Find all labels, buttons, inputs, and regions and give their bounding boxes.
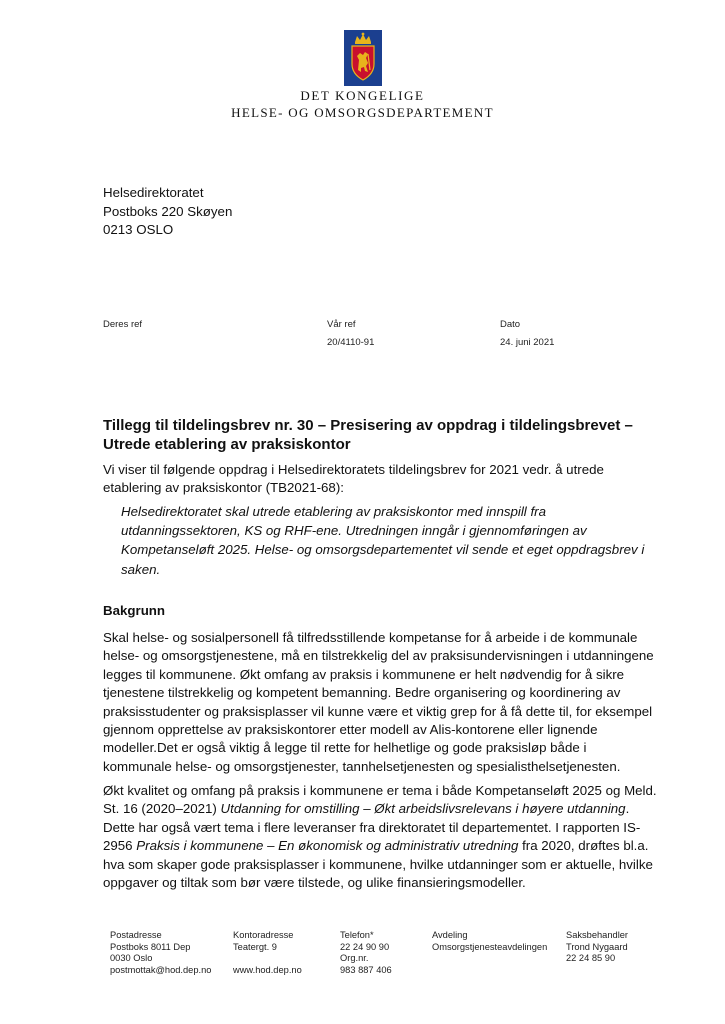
footer-telefon-number: 22 24 90 90	[340, 941, 390, 952]
footer-avdeling	[432, 930, 547, 953]
deres-ref-label: Deres ref	[103, 319, 143, 330]
footer-orgnr-label: Org.nr.	[340, 953, 369, 964]
department-name-line1: DET KONGELIGE	[300, 88, 425, 103]
footer-telefon-label: Telefon*	[340, 930, 374, 940]
report-title-meld-st: Utdanning for omstilling – Økt arbeidslivsrelevans i høyere utdanning	[220, 801, 626, 817]
var-ref-value: 20/4110-91	[327, 337, 375, 348]
footer-postadresse-line1: Postboks 8011 Dep	[110, 941, 191, 952]
background-paragraph-1: Skal helse- og sosialpersonell få tilfredsstillende kompetanse for å arbeide i de kommunale helse- og omsorgstjenestene, må en tilstrekkelig del av praksisundervisningen i utdanningene legges til kommunene. Økt omfang av praksis i kommunene er helt nødvendig for å sikre tjenestene tilstrekkelig og kompetent bemanning. Bedre organisering og koordinering av praksisstudenter og praksisplasser vil kunne være et viktig grep for å få dette til, for eksempel gjennom opprettelse av praksiskontorer etter modell av Alis-kontorene eller lignende modeller.Det er også viktig å legge til rette for helhetlige og gode praksisløp både i kommunale helse- og omsorgstjenester, tannhelsetjenesten og spesialisthelsetjenesten.	[103, 630, 654, 774]
footer-saksbehandler	[566, 930, 628, 965]
footer-avdeling-label: Avdeling	[432, 930, 468, 940]
footer-telefon	[340, 930, 392, 976]
para2-text-c: . Dette har også vært tema i flere leveranser fra direktoratet til departementet. I rapporten IS-2956	[103, 801, 641, 854]
report-title-is-2956: Praksis i kommunene – En økonomisk og administrativ utredning	[136, 838, 519, 854]
var-ref-label: Vår ref	[327, 319, 356, 330]
recipient-street: Postboks 220 Skøyen	[103, 203, 233, 219]
background-heading: Bakgrunn	[103, 603, 166, 618]
para2-text-a: Økt kvalitet og omfang på praksis i kommunene er tema i både Kompetanseløft 2025 og Meld. St. 16 (2020–2021)	[103, 783, 657, 817]
department-name-line2: HELSE- OG OMSORGSDEPARTEMENT	[231, 105, 494, 120]
recipient-name: Helsedirektoratet	[103, 185, 204, 200]
footer-email[interactable]: postmottak@hod.dep.no	[110, 964, 212, 975]
intro-paragraph: Vi viser til følgende oppdrag i Helsedirektoratets tildelingsbrev for 2021 vedr. å utrede etablering av praksiskontor (TB2021-68):	[103, 462, 604, 496]
footer-saksbehandler-label: Saksbehandler	[566, 930, 629, 940]
footer-saksbehandler-phone: 22 24 85 90	[566, 953, 616, 964]
footer-orgnr-value: 983 887 406	[340, 964, 392, 975]
footer-postadresse-label: Postadresse	[110, 930, 162, 940]
para2-text-e: fra 2020, drøftes bl.a. hva som skaper gode praksisplasser i kommunene, hvilke utdanninger som er aktuelle, hvilke oppgaver og tiltak som bør være tilstede, og ulike finansieringsmodeller.	[103, 838, 653, 891]
footer-website[interactable]: www.hod.dep.no	[233, 964, 302, 975]
assignment-quote: Helsedirektoratet skal utrede etablering av praksiskontor med innspill fra utdanningssektoren, KS og RHF-ene. Utredningen inngår i gjennomføringen av Kompetanseløft 2025. Helse- og omsorgsdepartementet vil sende et eget oppdragsbrev i saken.	[121, 504, 645, 577]
footer-postadresse-line2: 0030 Oslo	[110, 953, 153, 964]
date-value: 24. juni 2021	[500, 337, 555, 348]
recipient-address	[103, 184, 232, 240]
letter-title: Tillegg til tildelingsbrev nr. 30 – Presisering av oppdrag i tildelingsbrevet – Utrede etablering av praksiskontor	[103, 417, 633, 453]
footer-kontoradresse-label: Kontoradresse	[233, 930, 294, 940]
letterhead	[0, 30, 725, 121]
footer-kontoradresse-line1: Teatergt. 9	[233, 941, 277, 952]
recipient-postal: 0213 OSLO	[103, 222, 174, 237]
footer-postadresse	[110, 930, 211, 976]
background-paragraph-2	[103, 782, 658, 892]
footer-kontoradresse	[233, 930, 302, 976]
footer-avdeling-name: Omsorgstjenesteavdelingen	[432, 941, 548, 952]
date-label: Dato	[500, 319, 521, 330]
footer-saksbehandler-name: Trond Nygaard	[566, 941, 628, 952]
coat-of-arms-icon	[344, 30, 382, 86]
